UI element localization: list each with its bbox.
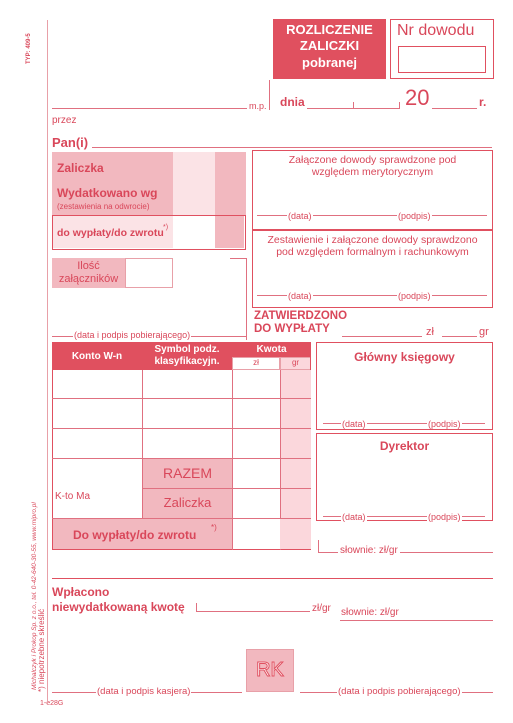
signature-label: (podpis): [428, 419, 461, 429]
document-number-label: Nr dowodu: [397, 22, 475, 39]
corner-mark: [246, 258, 247, 340]
wplacono-2: niewydatkowaną kwotę: [52, 600, 185, 614]
zatwierdzono-zl-field[interactable]: [342, 336, 422, 337]
do-wyplaty-gr-cell[interactable]: [280, 519, 311, 549]
form-type: TYP: 409-5: [26, 33, 32, 64]
date-label: (data): [288, 291, 312, 301]
do-wyplaty-gr-field[interactable]: [215, 216, 244, 248]
ilosc-label-2: załączników: [58, 273, 119, 285]
wplacono-1: Wpłacono: [52, 585, 110, 599]
dyrektor-label: Dyrektor: [379, 439, 430, 453]
kasjer-label: (data i podpis kasjera): [97, 686, 191, 697]
col-symbol-2: klasyfikacyjn.: [154, 356, 220, 367]
section-divider: [52, 578, 493, 579]
tick: [196, 603, 197, 612]
zaliczka-row-cell: [143, 489, 232, 518]
signature-label: (podpis): [398, 211, 431, 221]
document-number-field[interactable]: [398, 46, 486, 73]
tick: [318, 540, 319, 553]
rk-stamp: [246, 649, 294, 692]
signature-label: (podpis): [398, 291, 431, 301]
pobierajacy-label: (data i podpis pobierającego): [338, 686, 461, 697]
col-zl: zł: [232, 357, 280, 370]
do-wyplaty-zl-field[interactable]: [173, 216, 215, 248]
col-gr: gr: [280, 357, 311, 370]
zatwierdzono-1: ZATWIERDZONO: [254, 310, 348, 322]
corner-mark: [230, 258, 247, 259]
zl-label: zł: [426, 326, 434, 338]
tick: [399, 102, 400, 109]
document-number-box: [390, 19, 494, 79]
pan-label: Pan(i): [52, 135, 89, 150]
year-suffix: r.: [479, 95, 487, 109]
rk-label: RK: [256, 659, 284, 681]
wydatkowano-label: Wydatkowano wg: [57, 186, 158, 200]
footnote-text: *) niepotrzebne skreślić: [37, 608, 46, 692]
date-label: (data): [342, 512, 366, 522]
footnote-mark: *): [163, 224, 169, 231]
wydatkowano-cell: [52, 182, 173, 215]
margin-line: [47, 20, 48, 705]
slownie-label: słownie: zł/gr: [341, 607, 399, 618]
zatwierdzono-label: [254, 310, 347, 336]
wydatkowano-zl-field[interactable]: [173, 182, 215, 215]
date-label: (data): [342, 419, 366, 429]
zaliczka-row-label: Zaliczka: [163, 495, 212, 510]
date-label: (data): [288, 211, 312, 221]
dyrektor-box: [316, 433, 493, 521]
pobierajacy-sign-label: (data i podpis pobierającego): [74, 330, 191, 340]
zatwierdzono-2: DO WYPŁATY: [254, 323, 330, 335]
zlgr-label: zł/gr: [312, 603, 331, 614]
divider: [269, 80, 270, 110]
do-wyplaty-box: [52, 215, 246, 250]
zaliczka-cell: [52, 152, 173, 182]
do-wyplaty-label: do wypłaty/do zwrotu: [57, 227, 164, 239]
tick: [353, 102, 354, 109]
col-symbol-1: Symbol podz.: [154, 344, 220, 355]
wydatkowano-gr-field[interactable]: [215, 182, 246, 215]
zestawienia-note: (zestawienia na odwrocie): [57, 202, 150, 211]
wplacono-amount-field[interactable]: [196, 611, 310, 612]
merytoryczny-text-1: Załączone dowody sprawdzone pod: [288, 154, 457, 166]
zatwierdzono-gr-field[interactable]: [442, 336, 477, 337]
do-wyplaty-row-cell: [53, 519, 232, 549]
col-kwota: Kwota: [256, 344, 287, 355]
razem-label: RAZEM: [163, 465, 212, 481]
glowny-ksiegowy-box: [316, 342, 493, 430]
publisher-info: Michalczyk i Prokop Sp. z o.o., tel. 0-42-640-30-55, www.mipro.pl: [31, 502, 38, 690]
merytoryczny-text-2: względem merytorycznym: [311, 166, 434, 178]
do-wyplaty-label-cell: [53, 216, 173, 248]
ilosc-cell: [52, 258, 125, 288]
merytoryczny-box: [252, 150, 493, 230]
zaliczka-label: Zaliczka: [57, 161, 104, 175]
do-wyplaty-row-label: Do wypłaty/do zwrotu: [73, 528, 197, 542]
form-code: 1-e28G: [40, 700, 64, 707]
col-divider: [232, 370, 233, 550]
formalny-box: [252, 230, 493, 308]
zaliczka-gr-field[interactable]: [215, 152, 246, 182]
formalny-text-2: pod względem formalnym i rachunkowym: [276, 246, 469, 258]
wplacono-slownie-field[interactable]: [340, 620, 493, 621]
formalny-text-1: Zestawienie i załączone dowody sprawdzono: [267, 234, 478, 246]
kto-ma-label: K-to Ma: [55, 491, 91, 502]
gr-label: gr: [479, 326, 489, 338]
slownie-label: słownie: zł/gr: [340, 545, 398, 556]
ilosc-label-1: Ilość: [77, 260, 100, 272]
year-field[interactable]: [432, 108, 477, 109]
przez-label: przez: [52, 115, 77, 126]
glowny-ksiegowy-label: Główny księgowy: [354, 350, 455, 364]
pan-name-field[interactable]: [92, 147, 492, 148]
table-row[interactable]: [52, 398, 311, 399]
gr-column-fill: [280, 370, 311, 518]
year-prefix: 20: [405, 85, 430, 110]
ilosc-field[interactable]: [125, 258, 173, 288]
document-title: ROZLICZENIE ZALICZKI pobranej: [273, 19, 386, 79]
signature-label: (podpis): [428, 512, 461, 522]
stamp-line: [52, 108, 247, 109]
razem-cell: [143, 459, 232, 488]
zaliczka-zl-field[interactable]: [173, 152, 215, 182]
col-konto: Konto W-n: [71, 351, 123, 362]
wplacono-label: [52, 585, 185, 615]
date-label: dnia: [280, 95, 305, 109]
table-row[interactable]: [52, 428, 311, 429]
footnote-mark: *): [211, 523, 217, 532]
stamp-label: m.p.: [249, 101, 267, 111]
